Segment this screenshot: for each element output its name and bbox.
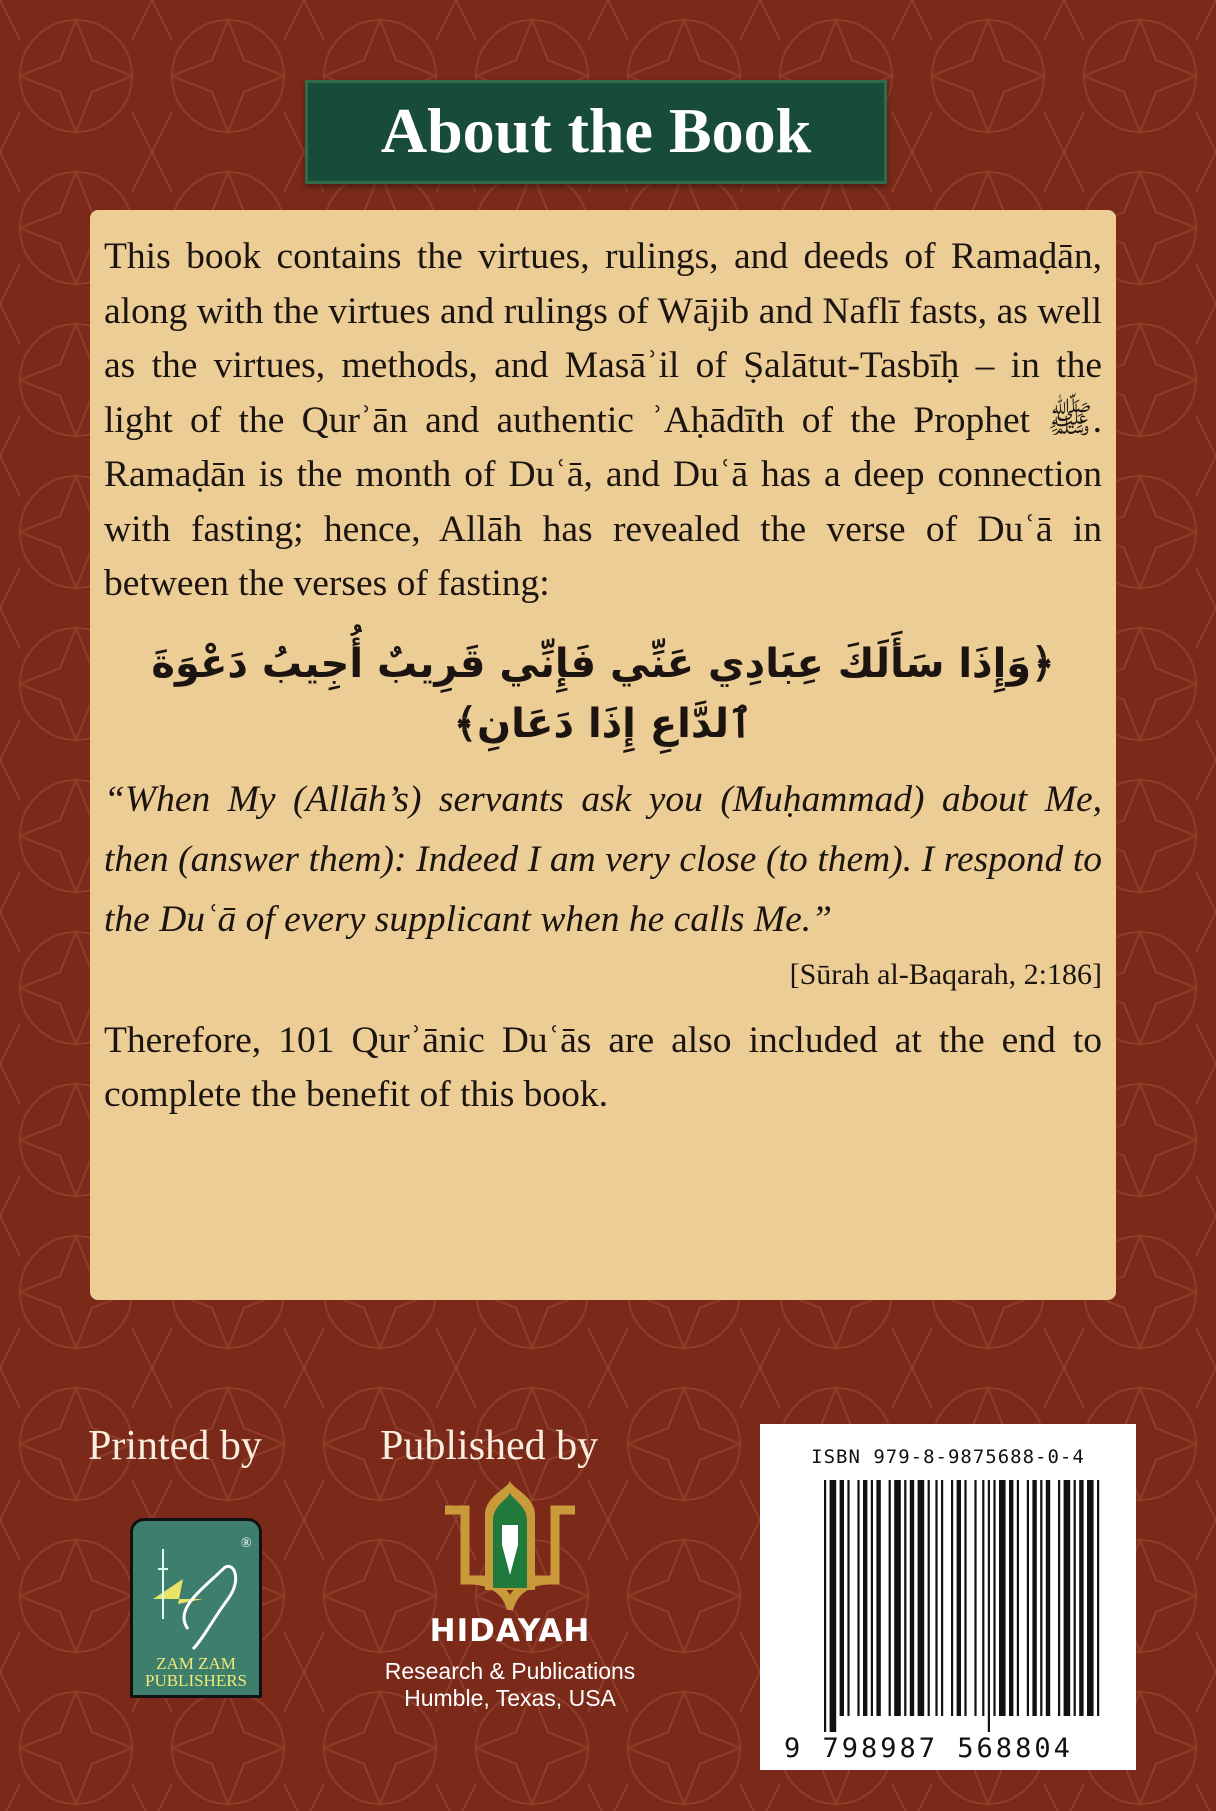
hidayah-logo-icon: [435, 1480, 585, 1610]
barcode-bar: [1097, 1480, 1099, 1716]
barcode-bar: [1064, 1480, 1071, 1716]
barcode-bar: [935, 1480, 937, 1716]
barcode-bar: [1017, 1480, 1019, 1716]
barcode-bar: [1009, 1480, 1013, 1716]
isbn-text: ISBN 979-8-9875688-0-4: [811, 1446, 1085, 1468]
barcode-bar: [863, 1480, 867, 1716]
barcode-bar: [847, 1480, 849, 1716]
barcode-bar: [964, 1480, 966, 1716]
barcode-bar: [982, 1480, 984, 1716]
barcode-bar: [876, 1480, 880, 1716]
publisher-address: [345, 1658, 675, 1712]
barcode-bar: [1074, 1480, 1076, 1716]
barcode-bars: [824, 1480, 1104, 1732]
verse-citation: [Sūrah al-Baqarah, 2:186]: [789, 957, 1102, 991]
barcode-bar: [894, 1480, 901, 1716]
page-title: About the Book: [305, 80, 887, 184]
barcode-bar: [974, 1480, 976, 1716]
published-by-label: Published by: [380, 1423, 599, 1469]
barcode-bar: [1058, 1480, 1060, 1716]
isbn-barcode: [760, 1424, 1136, 1770]
barcode-bar: [1079, 1480, 1083, 1716]
svg-text:®: ®: [241, 1536, 252, 1551]
barcode-bar: [918, 1480, 925, 1716]
barcode-bar: [840, 1480, 844, 1716]
barcode-bar: [1027, 1480, 1029, 1716]
barcode-bar: [951, 1480, 953, 1716]
quran-verse-arabic: ﴿وَإِذَا سَأَلَكَ عِبَادِي عَنِّي فَإِنِّي قَرِيبٌ أُجِيبُ دَعْوَةَ ٱلدَّاعِ إِذَا دَعَانِ﴾: [151, 640, 1055, 747]
barcode-bar: [889, 1480, 891, 1716]
barcode-bar: [1087, 1480, 1094, 1716]
barcode-bar: [999, 1480, 1006, 1716]
barcode-bar: [993, 1480, 995, 1716]
barcode-bar: [1040, 1480, 1042, 1716]
barcode-bar: [941, 1480, 943, 1716]
verse-translation: “When My (Allāh’s) servants ask you (Muḥammad) about Me, then (answer them): Indeed I am very close (to them). I respond to the Duʿā of every supplicant when he calls Me.”: [104, 778, 1102, 940]
printed-by-label: Printed by: [88, 1423, 262, 1469]
publisher-name: HIDAYAH: [429, 1613, 591, 1649]
about-panel: [90, 210, 1116, 1300]
barcode-bar: [857, 1480, 859, 1716]
barcode-bar: [871, 1480, 873, 1716]
barcode-bar: [988, 1480, 990, 1732]
calligraphy-icon: [133, 1529, 259, 1659]
barcode-bar: [910, 1480, 914, 1716]
barcode-bar: [904, 1480, 906, 1716]
barcode-bar: [1032, 1480, 1036, 1716]
closing-paragraph: Therefore, 101 Qurʾānic Duʿās are also included at the end to complete the benefit of this book.: [104, 1019, 1102, 1115]
barcode-digits: 9 798987 568804: [784, 1733, 1073, 1764]
barcode-bar: [830, 1480, 837, 1732]
barcode-bar: [824, 1480, 826, 1732]
intro-paragraph: This book contains the virtues, rulings, and deeds of Ramaḍān, along with the virtues and rulings of Wājib and Naflī fasts, as well as the virtues, methods, and Masāʾil of Ṣalātut-Tasbīḥ – in the light of the Qurʾān and authentic ʾAḥādīth of the Prophet ﷺ. Ramaḍān is the month of Duʿā, and Duʿā has a deep connection with fasting; hence, Allāh has revealed the verse of Duʿā in between the verses of fasting:: [104, 236, 1102, 604]
publisher-line-1: Research & Publications: [384, 1658, 636, 1684]
printer-logo-text: ZAM ZAM PUBLISHERS: [144, 1654, 248, 1690]
publisher-line-2: Humble, Texas, USA: [404, 1685, 616, 1711]
barcode-bar: [1046, 1480, 1050, 1716]
zamzam-publishers-logo: [130, 1518, 262, 1698]
barcode-bar: [957, 1480, 961, 1716]
barcode-bar: [928, 1480, 930, 1716]
